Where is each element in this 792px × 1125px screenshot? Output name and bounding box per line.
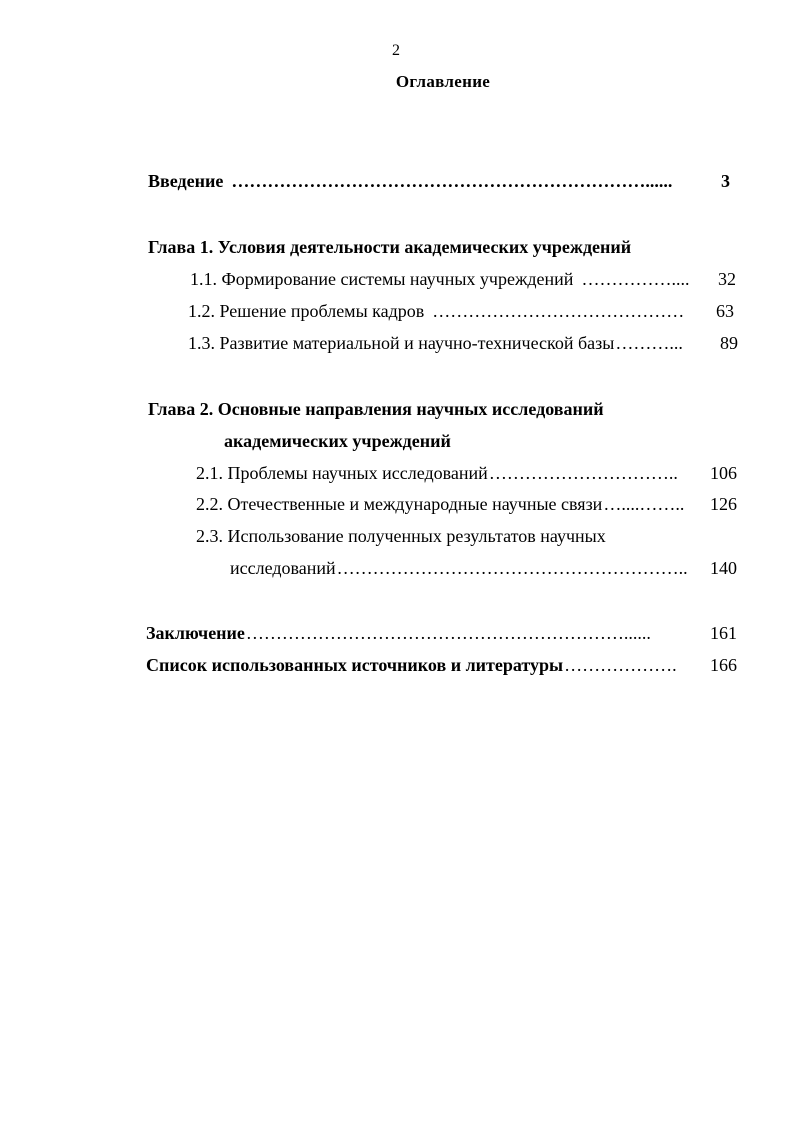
toc-leader-dots: ………... bbox=[615, 333, 683, 353]
toc-leader-dots: …....…….. bbox=[603, 494, 685, 514]
toc-entry-label: Список использованных источников и литературы bbox=[146, 655, 564, 675]
chapter2-title-line1: Глава 2. Основные направления научных исследований bbox=[148, 399, 604, 419]
toc-entry-label: исследований bbox=[230, 558, 336, 578]
toc-entry-label: 2.2. Отечественные и международные научные связи bbox=[196, 494, 603, 514]
toc-leader-dots: ………………………………………………………...... bbox=[245, 623, 651, 643]
toc-entry-label: 2.1. Проблемы научных исследований bbox=[196, 463, 488, 483]
toc-leader-dots: ……………………………………………………………...... bbox=[231, 171, 673, 191]
toc-page-number: 126 bbox=[710, 494, 737, 514]
toc-page-number: 106 bbox=[710, 463, 737, 483]
toc-entry-conclusion bbox=[146, 622, 737, 644]
toc-entry-1-2 bbox=[188, 300, 734, 322]
toc-entry-label: Заключение bbox=[146, 623, 245, 643]
toc-leader-dots: ………………………….. bbox=[488, 463, 678, 483]
toc-page-number: 140 bbox=[710, 558, 737, 578]
page-number: 2 bbox=[392, 42, 400, 59]
toc-entry-intro bbox=[148, 170, 730, 192]
toc-entry-2-2 bbox=[196, 493, 737, 515]
toc-leader-dots: …………….... bbox=[581, 269, 690, 289]
toc-entry-label: Введение bbox=[148, 171, 224, 191]
toc-page-number: 166 bbox=[710, 655, 737, 675]
toc-page-number: 3 bbox=[721, 171, 730, 191]
toc-entry-2-3 bbox=[230, 557, 737, 579]
toc-leader-dots: ………………………………………………….. bbox=[336, 558, 688, 578]
chapter2-title-line2: академических учреждений bbox=[224, 431, 451, 451]
toc-entry-2-1 bbox=[196, 462, 737, 484]
toc-entry-label: 1.1. Формирование системы научных учреждений bbox=[190, 269, 574, 289]
toc-page-number: 63 bbox=[716, 301, 734, 321]
toc-page-number: 32 bbox=[718, 269, 736, 289]
toc-leader-dots: …………………………………… bbox=[432, 301, 685, 321]
toc-title: Оглавление bbox=[395, 72, 491, 91]
chapter1-title: Глава 1. Условия деятельности академических учреждений bbox=[148, 237, 632, 257]
toc-entry-label: 1.2. Решение проблемы кадров bbox=[188, 301, 425, 321]
toc-page-number: 161 bbox=[710, 623, 737, 643]
toc-entry-1-1 bbox=[190, 268, 736, 290]
toc-page-number: 89 bbox=[720, 333, 738, 353]
toc-entry-sources bbox=[146, 654, 737, 676]
toc-entry-2-3-line1: 2.3. Использование полученных результатов научных bbox=[196, 526, 606, 546]
toc-entry-1-3 bbox=[188, 332, 738, 354]
toc-entry-label: 1.3. Развитие материальной и научно-технической базы bbox=[188, 333, 615, 353]
toc-leader-dots: ………………. bbox=[564, 655, 677, 675]
